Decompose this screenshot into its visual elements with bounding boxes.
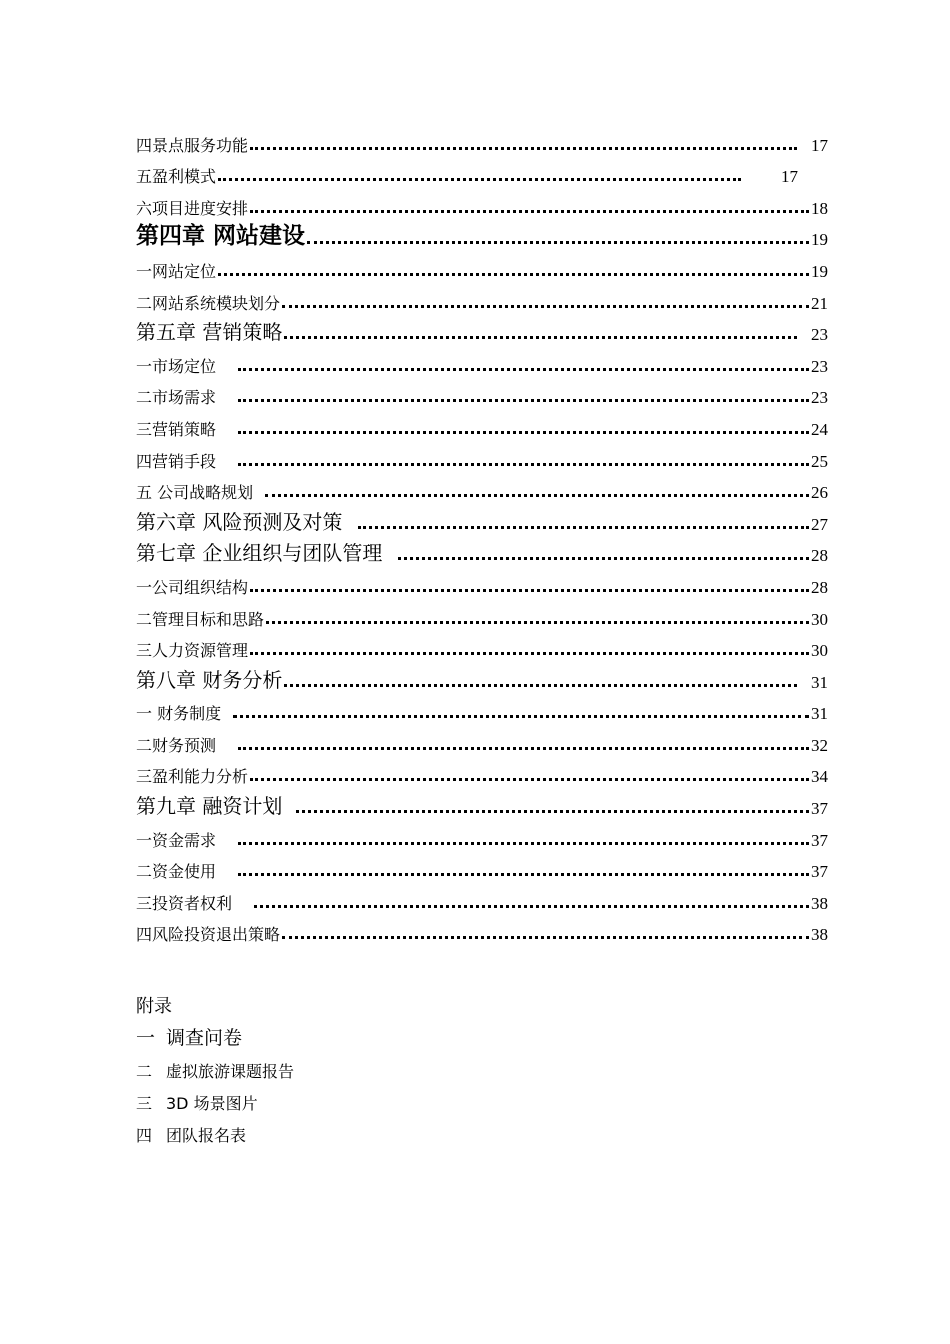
toc-entry-label: 五盈利模式 [136, 167, 217, 187]
dot-leader [250, 778, 809, 781]
toc-entry-site-modules [136, 282, 828, 314]
toc-entry-label: 四风险投资退出策略 [136, 925, 281, 945]
toc-entry-page: 23 [811, 325, 828, 345]
toc-entry-label: 一 财务制度 [136, 704, 222, 724]
toc-entry-page: 23 [811, 356, 828, 376]
dot-leader [358, 526, 809, 529]
dot-leader [238, 463, 809, 466]
toc-entry-page: 28 [811, 546, 828, 566]
toc-entry-label: 第四章 网站建设 [136, 223, 306, 250]
toc-entry-label: 第八章 财务分析 [136, 667, 283, 692]
dot-leader [254, 905, 809, 908]
toc-entry-label: 二市场需求 [136, 388, 217, 408]
toc-entry-schedule [136, 187, 828, 219]
toc-entry-page: 32 [811, 735, 828, 755]
toc-entry-page: 17 [781, 167, 798, 187]
dot-leader [265, 494, 809, 497]
dot-leader [238, 431, 809, 434]
appendix-item-number: 四 [136, 1126, 153, 1145]
toc-entry-hr-management [136, 630, 828, 662]
toc-entry-page: 18 [811, 198, 828, 218]
dot-leader [296, 810, 809, 813]
toc-entry-label: 三投资者权利 [136, 893, 233, 913]
dot-leader [307, 241, 809, 244]
appendix-section [136, 986, 294, 1146]
dot-leader [266, 621, 809, 624]
toc-entry-marketing-means [136, 440, 828, 472]
toc-entry-label: 六项目进度安排 [136, 198, 249, 218]
toc-entry-profitability [136, 756, 828, 788]
toc-entry-label: 三营销策略 [136, 419, 217, 439]
toc-entry-finance-system [136, 693, 828, 725]
toc-entry-capital-use [136, 851, 828, 883]
toc-entry-page: 37 [811, 862, 828, 882]
toc-entry-page: 21 [811, 293, 828, 313]
appendix-item-text: 3D 场景图片 [166, 1094, 258, 1113]
appendix-item-number: 二 [136, 1062, 153, 1081]
appendix-item [136, 1018, 294, 1050]
toc-entry-page: 27 [811, 514, 828, 534]
toc-chapter-8 [136, 661, 828, 693]
toc-entry-page: 38 [811, 893, 828, 913]
dot-leader [250, 210, 809, 213]
toc-entry-label: 三人力资源管理 [136, 641, 249, 661]
appendix-item-text: 虚拟旅游课题报告 [166, 1062, 295, 1081]
toc-entry-site-positioning [136, 250, 828, 282]
dot-leader [250, 589, 809, 592]
toc-entry-label: 一网站定位 [136, 261, 217, 281]
toc-entry-label: 四景点服务功能 [136, 135, 249, 155]
table-of-contents [136, 124, 828, 945]
toc-entry-label: 二资金使用 [136, 862, 217, 882]
dot-leader [250, 147, 797, 150]
appendix-item [136, 1050, 294, 1082]
toc-entry-label: 第五章 营销策略 [136, 320, 283, 345]
toc-entry-label: 一资金需求 [136, 830, 217, 850]
toc-entry-label: 五 公司战略规划 [136, 483, 254, 503]
appendix-item-text: 团队报名表 [166, 1126, 247, 1145]
toc-entry-page: 17 [811, 135, 828, 155]
toc-entry-org-structure [136, 566, 828, 598]
toc-entry-scenic-services [136, 124, 828, 156]
toc-entry-label: 第七章 企业组织与团队管理 [136, 541, 383, 566]
dot-leader [218, 178, 741, 181]
toc-entry-page: 37 [811, 799, 828, 819]
dot-leader [282, 936, 809, 939]
toc-entry-page: 26 [811, 483, 828, 503]
toc-entry-page: 31 [811, 704, 828, 724]
toc-entry-label: 二财务预测 [136, 735, 217, 755]
toc-entry-label: 二管理目标和思路 [136, 609, 265, 629]
dot-leader [284, 684, 797, 687]
toc-chapter-6 [136, 503, 828, 535]
toc-entry-page: 19 [811, 261, 828, 281]
toc-entry-company-strategy [136, 472, 828, 504]
dot-leader [398, 557, 809, 560]
toc-entry-page: 34 [811, 767, 828, 787]
dot-leader [250, 652, 809, 655]
toc-entry-page: 30 [811, 609, 828, 629]
toc-entry-label: 二网站系统模块划分 [136, 293, 281, 313]
appendix-item [136, 1114, 294, 1146]
dot-leader [233, 715, 809, 718]
appendix-title: 附录 [136, 996, 172, 1017]
dot-leader [238, 873, 809, 876]
dot-leader [238, 747, 809, 750]
toc-entry-finance-forecast [136, 724, 828, 756]
toc-entry-label: 一公司组织结构 [136, 577, 249, 597]
toc-entry-market-positioning [136, 345, 828, 377]
toc-entry-page: 23 [811, 388, 828, 408]
toc-chapter-5 [136, 314, 828, 346]
toc-entry-management-goals [136, 598, 828, 630]
toc-entry-investor-rights [136, 882, 828, 914]
toc-entry-page: 24 [811, 419, 828, 439]
appendix-item-number: 三 [136, 1094, 153, 1113]
toc-entry-label: 第九章 融资计划 [136, 794, 283, 819]
toc-entry-page: 37 [811, 830, 828, 850]
dot-leader [282, 305, 809, 308]
toc-entry-page: 31 [811, 672, 828, 692]
appendix-item-text: 调查问卷 [166, 1027, 243, 1049]
dot-leader [238, 368, 809, 371]
toc-entry-page: 38 [811, 925, 828, 945]
dot-leader [238, 842, 809, 845]
appendix-item-number: 一 [136, 1027, 156, 1049]
toc-entry-label: 一市场定位 [136, 356, 217, 376]
toc-entry-market-demand [136, 377, 828, 409]
toc-entry-page: 28 [811, 577, 828, 597]
dot-leader [218, 273, 809, 276]
appendix-item [136, 1082, 294, 1114]
dot-leader [284, 336, 797, 339]
toc-chapter-7 [136, 535, 828, 567]
toc-entry-label: 三盈利能力分析 [136, 767, 249, 787]
toc-entry-page: 25 [811, 451, 828, 471]
toc-entry-exit-strategy [136, 914, 828, 946]
toc-chapter-9 [136, 787, 828, 819]
toc-entry-page: 30 [811, 641, 828, 661]
toc-entry-label: 第六章 风险预测及对策 [136, 509, 343, 534]
dot-leader [238, 399, 809, 402]
toc-entry-label: 四营销手段 [136, 451, 217, 471]
toc-entry-capital-demand [136, 819, 828, 851]
toc-entry-marketing-strategy [136, 408, 828, 440]
toc-entry-profit-model [136, 156, 828, 188]
toc-chapter-4 [136, 219, 828, 251]
toc-entry-page: 19 [811, 230, 828, 250]
